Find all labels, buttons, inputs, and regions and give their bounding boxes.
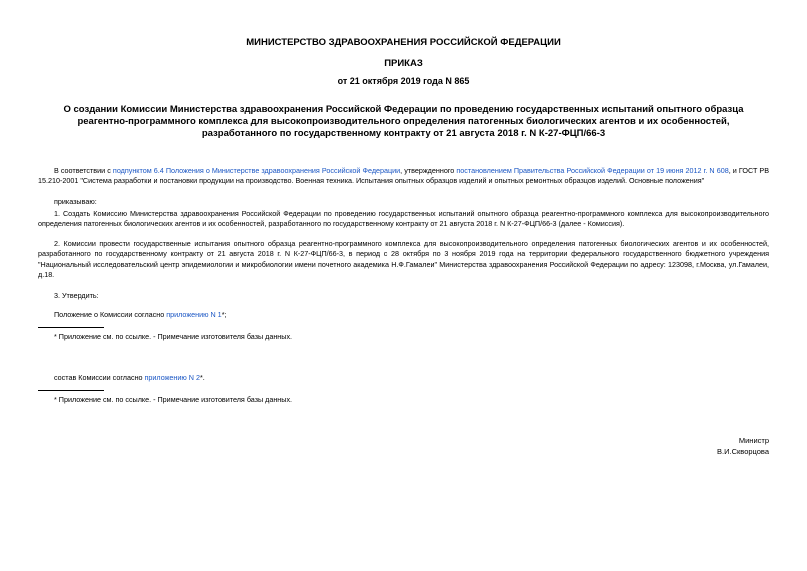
item-3-text: 3. Утвердить:	[54, 291, 99, 300]
regulation-link[interactable]: подпунктом 6.4 Положения о Министерстве здравоохранения Российской Федерации	[112, 166, 401, 175]
preamble-text-1: В соответствии с	[54, 166, 113, 175]
signature-name: В.И.Скворцова	[717, 447, 769, 456]
footnote-1-text: * Приложение см. по ссылке. - Примечание изготовителя базы данных.	[54, 332, 293, 341]
ministry-heading: МИНИСТЕРСТВО ЗДРАВООХРАНЕНИЯ РОССИЙСКОЙ ФЕДЕРАЦИИ	[246, 37, 561, 48]
item-1-paragraph	[38, 209, 769, 230]
item-1-text: 1. Создать Комиссию Министерства здравоохранения Российской Федерации по проведению государственных испытаний опытного образца реагентно-программного комплекса для высокопроизводительного определения патогенных биологических агентов и их особенностей, разработанного по государственному контракту от 21 августа 2018 г. N К-27-ФЦП/66-3 (далее - Комиссия).	[38, 209, 769, 229]
polozhenie-text-1: Положение о Комиссии согласно	[54, 310, 167, 319]
footnote-divider-1	[38, 327, 104, 328]
preamble-text-2: , утвержденного	[400, 166, 457, 175]
appendix-2-link[interactable]: приложению N 2	[144, 373, 200, 382]
document-title: О создании Комиссии Министерства здравоохранения Российской Федерации по проведению государственных испытаний опытного образца реагентно-программного комплекса для высокопроизводительного определения патогенных биологических агентов и их особенностей, разработанного по государственному контракту от 21 августа 2018 г. N К-27-ФЦП/66-3	[63, 104, 744, 139]
order-word	[38, 197, 769, 207]
item-2-paragraph	[38, 239, 769, 281]
footnote-divider-2	[38, 390, 104, 391]
order-heading: ПРИКАЗ	[384, 58, 423, 69]
appendix-1-link[interactable]: приложению N 1	[166, 310, 222, 319]
preamble-text-3: , и ГОСТ РВ 15.210-2001 "Система разработки и постановки продукции на производство. Военная техника. Испытания опытных образцов изделий и опытных ремонтных образцов изделий. Основные положения"	[38, 166, 770, 186]
item-3-paragraph	[38, 291, 769, 301]
footnote-2	[38, 395, 769, 405]
sostav-text-1: состав Комиссии согласно	[54, 373, 145, 382]
sostav-text-2: *.	[200, 373, 205, 382]
polozhenie-paragraph	[38, 310, 769, 320]
signature-position: Министр	[738, 436, 769, 445]
footnote-2-text: * Приложение см. по ссылке. - Примечание изготовителя базы данных.	[54, 395, 293, 404]
sostav-paragraph	[38, 373, 769, 383]
government-decree-link[interactable]: постановлением Правительства Российской Федерации от 19 июня 2012 г. N 608	[456, 166, 729, 175]
preamble-paragraph	[38, 166, 769, 187]
footnote-1	[38, 332, 769, 342]
polozhenie-text-2: *;	[221, 310, 227, 319]
prikazyvayu-text: приказываю:	[54, 197, 97, 206]
item-2-text: 2. Комиссии провести государственные испытания опытного образца реагентно-программного комплекса для высокопроизводительного определения патогенных биологических агентов и их особенностей, разработанного по государственному контракту от 21 августа 2018 г. N К-27-ФЦП/66-3, в период с 28 октября по 3 ноября 2019 года на территории федерального государственного бюджетного учреждения "Национальный исследовательский центр эпидемиологии и микробиологии имени почетного академика Н.Ф.Гамалеи" Министерства здравоохранения Российской Федерации по адресу: 123098, г.Москва, ул.Гамалеи, д.18.	[38, 239, 769, 280]
order-date: от 21 октября 2019 года N 865	[337, 76, 470, 86]
